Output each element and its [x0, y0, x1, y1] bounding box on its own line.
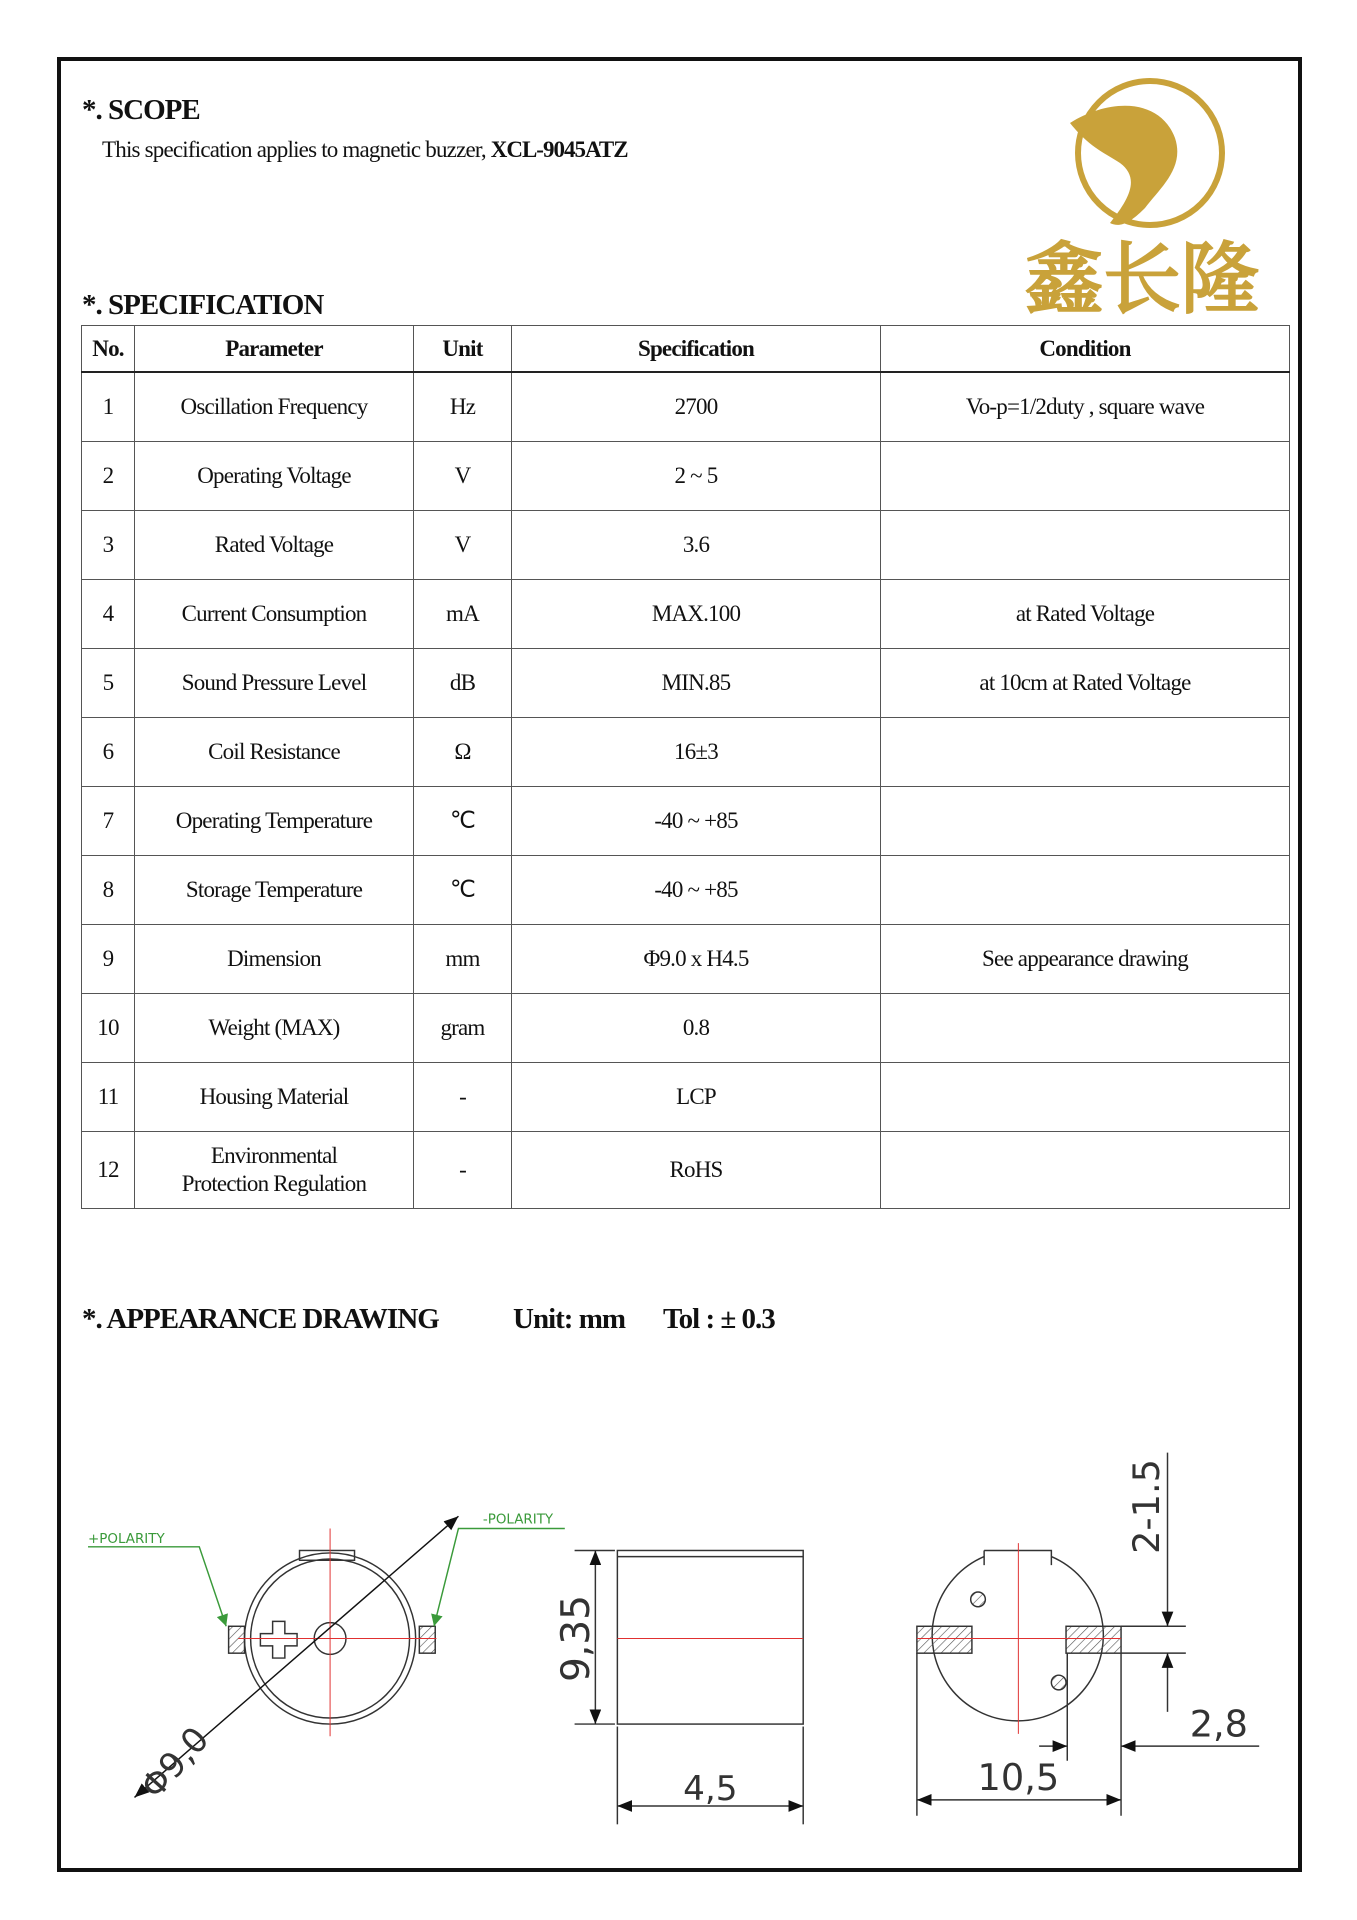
cell-condition	[881, 856, 1290, 925]
cell-condition: Vo-p=1/2duty , square wave	[881, 372, 1290, 442]
table-row	[82, 442, 1290, 511]
appearance-heading: *. APPEARANCE DRAWING	[82, 1303, 439, 1335]
company-logo	[1010, 78, 1275, 318]
cell-unit: -	[414, 1063, 512, 1132]
cell-no: 6	[82, 718, 135, 787]
cell-no: 2	[82, 442, 135, 511]
cell-parameter	[135, 1132, 414, 1209]
table-row	[82, 994, 1290, 1063]
scope-text	[102, 137, 628, 163]
unit-label: Unit: mm	[513, 1303, 626, 1335]
model-number: XCL-9045ATZ	[490, 137, 628, 162]
cell-spec: -40 ~ +85	[512, 787, 881, 856]
parameter-line: Protection Regulation	[181, 1171, 367, 1196]
cell-unit: V	[414, 442, 512, 511]
cell-condition	[881, 511, 1290, 580]
cell-condition	[881, 1063, 1290, 1132]
pin-spacing-label: 2,8	[1189, 1702, 1249, 1746]
cell-no: 12	[82, 1132, 135, 1209]
col-no: No.	[82, 326, 135, 373]
parameter-line: Environmental	[210, 1143, 338, 1168]
logo-text: 鑫长隆	[1024, 235, 1260, 318]
cell-condition: See appearance drawing	[881, 925, 1290, 994]
cell-no: 9	[82, 925, 135, 994]
table-row	[82, 1063, 1290, 1132]
cell-spec: MAX.100	[512, 580, 881, 649]
cell-condition	[881, 718, 1290, 787]
table-header	[82, 326, 1290, 373]
cell-unit: dB	[414, 649, 512, 718]
cell-spec: -40 ~ +85	[512, 856, 881, 925]
cell-no: 8	[82, 856, 135, 925]
cell-unit: ℃	[414, 787, 512, 856]
cell-parameter: Current Consumption	[135, 580, 414, 649]
cell-parameter: Storage Temperature	[135, 856, 414, 925]
cell-unit: -	[414, 1132, 512, 1209]
cell-spec: 3.6	[512, 511, 881, 580]
cell-parameter: Rated Voltage	[135, 511, 414, 580]
diameter-label: Φ9,0	[133, 1719, 218, 1807]
specification-heading: *. SPECIFICATION	[82, 289, 324, 321]
cell-no: 10	[82, 994, 135, 1063]
cell-spec: 2700	[512, 372, 881, 442]
cell-spec: RoHS	[512, 1132, 881, 1209]
cell-condition	[881, 1132, 1290, 1209]
table-row	[82, 649, 1290, 718]
cell-parameter: Operating Temperature	[135, 787, 414, 856]
minus-polarity-label: -POLARITY	[482, 1512, 554, 1528]
height-label: 9,35	[554, 1594, 600, 1683]
cell-spec: 0.8	[512, 994, 881, 1063]
cell-spec: Φ9.0 x H4.5	[512, 925, 881, 994]
total-width-label: 10,5	[977, 1756, 1060, 1800]
scope-heading: *. SCOPE	[82, 94, 200, 126]
cell-parameter: Sound Pressure Level	[135, 649, 414, 718]
specification-table	[81, 325, 1290, 1209]
scope-description: This specification applies to magnetic buzzer,	[102, 137, 491, 162]
table-row	[82, 580, 1290, 649]
cell-parameter: Dimension	[135, 925, 414, 994]
cell-condition: at Rated Voltage	[881, 580, 1290, 649]
cell-no: 1	[82, 372, 135, 442]
cell-no: 4	[82, 580, 135, 649]
cell-unit: Ω	[414, 718, 512, 787]
col-condition: Condition	[881, 326, 1290, 373]
cell-no: 7	[82, 787, 135, 856]
col-parameter: Parameter	[135, 326, 414, 373]
cell-parameter: Operating Voltage	[135, 442, 414, 511]
cell-unit: ℃	[414, 856, 512, 925]
table-row	[82, 925, 1290, 994]
cell-unit: Hz	[414, 372, 512, 442]
table-row	[82, 1132, 1290, 1209]
cell-no: 11	[82, 1063, 135, 1132]
cell-parameter: Housing Material	[135, 1063, 414, 1132]
cell-condition	[881, 787, 1290, 856]
col-specification: Specification	[512, 326, 881, 373]
pin-width-label: 2-1.5	[1124, 1459, 1168, 1554]
cell-unit: mm	[414, 925, 512, 994]
cell-unit: gram	[414, 994, 512, 1063]
tolerance-label: Tol : ± 0.3	[663, 1303, 775, 1335]
width-label: 4,5	[683, 1768, 738, 1809]
cell-spec: MIN.85	[512, 649, 881, 718]
table-row	[82, 856, 1290, 925]
table-row	[82, 511, 1290, 580]
table-row	[82, 718, 1290, 787]
plus-polarity-label: +POLARITY	[88, 1532, 165, 1548]
cell-spec: LCP	[512, 1063, 881, 1132]
cell-condition: at 10cm at Rated Voltage	[881, 649, 1290, 718]
cell-spec: 16±3	[512, 718, 881, 787]
cell-parameter: Coil Resistance	[135, 718, 414, 787]
cell-no: 3	[82, 511, 135, 580]
cell-condition	[881, 994, 1290, 1063]
cell-spec: 2 ~ 5	[512, 442, 881, 511]
cell-parameter: Weight (MAX)	[135, 994, 414, 1063]
dragon-icon	[1070, 106, 1177, 225]
cell-no: 5	[82, 649, 135, 718]
cell-unit: V	[414, 511, 512, 580]
cell-condition	[881, 442, 1290, 511]
col-unit: Unit	[414, 326, 512, 373]
table-row	[82, 372, 1290, 442]
table-row	[82, 787, 1290, 856]
cell-unit: mA	[414, 580, 512, 649]
cell-parameter: Oscillation Frequency	[135, 372, 414, 442]
